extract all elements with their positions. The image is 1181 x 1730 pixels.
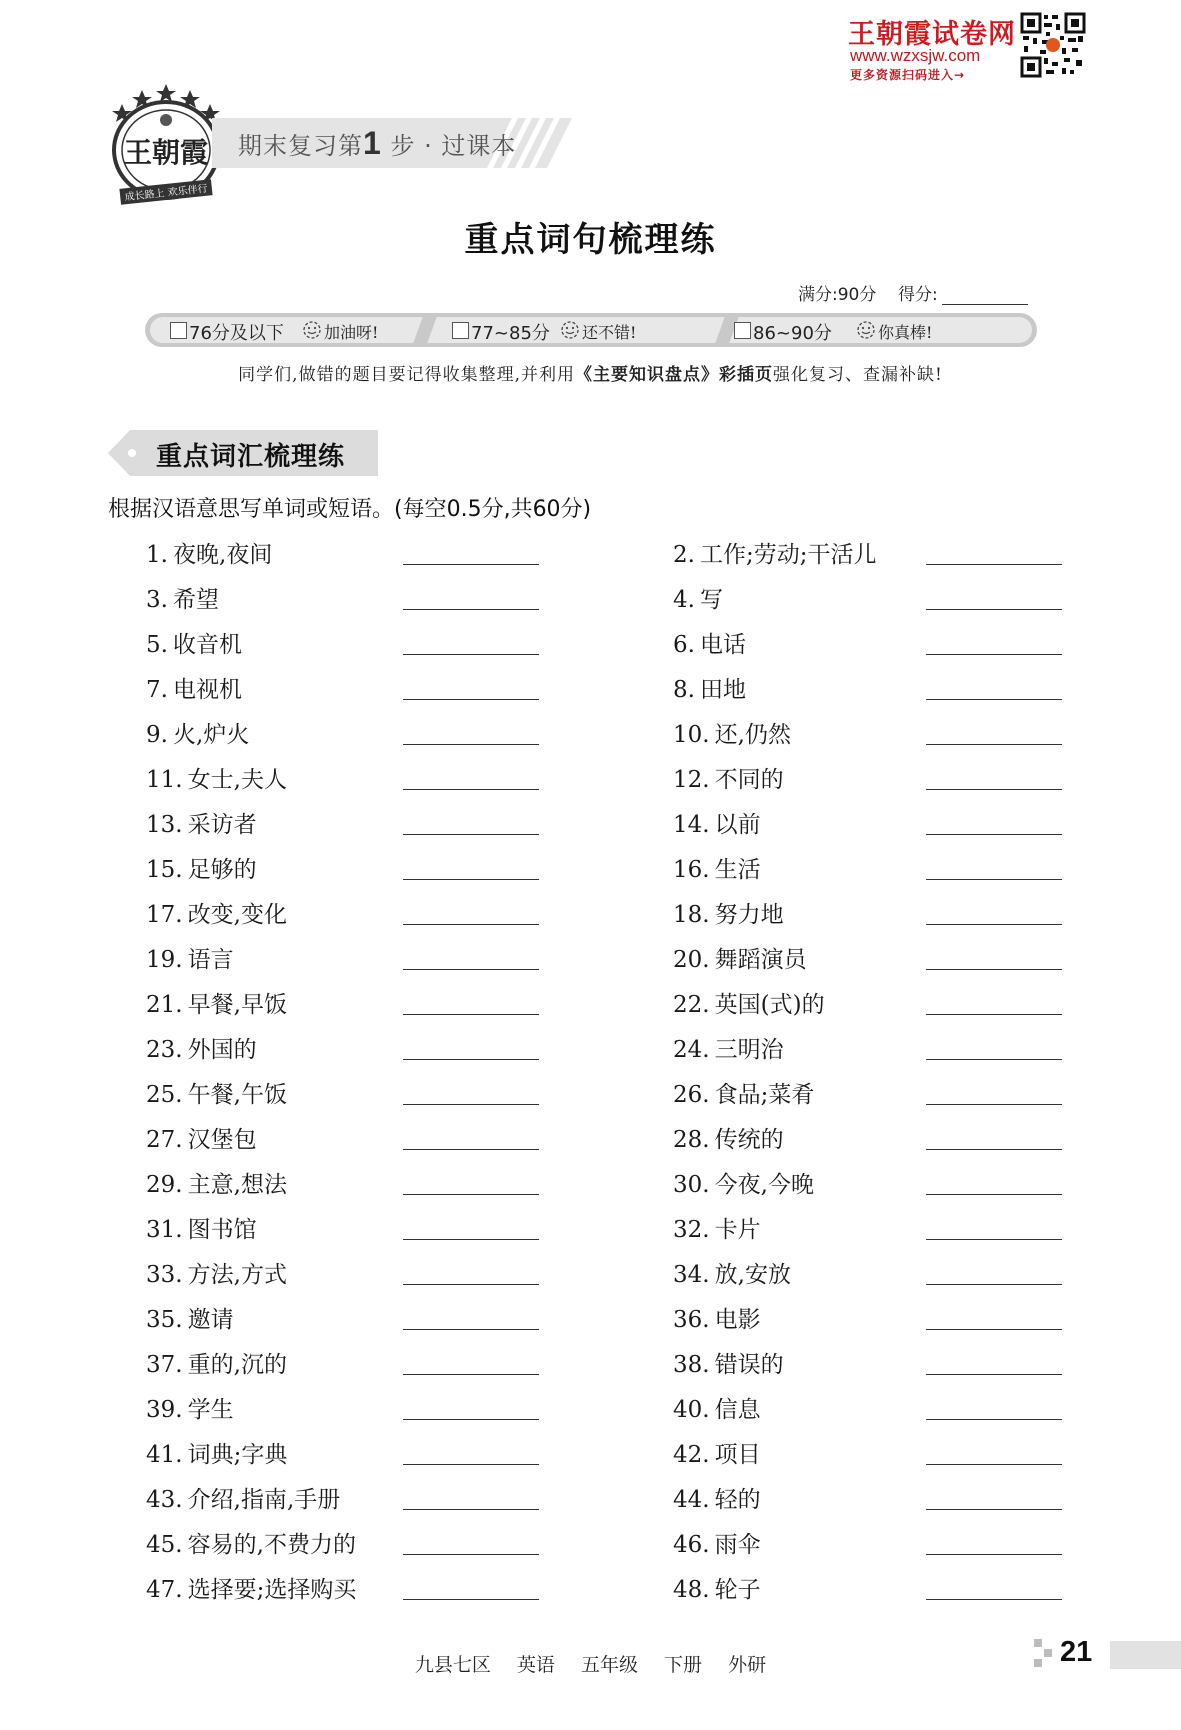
vocab-item [146,1076,546,1116]
vocab-item [146,671,546,711]
vocab-item-meaning: 改变,变化 [187,902,287,928]
smiley-icon [560,320,580,340]
footer-edition: 外研 [728,1654,767,1676]
answer-blank[interactable] [926,1059,1062,1060]
vocab-item [673,1076,1073,1116]
vocab-item-meaning: 外国的 [187,1037,257,1063]
vocab-item-meaning: 不同的 [714,767,784,793]
rating-cheer: 你真棒! [878,323,933,342]
vocab-item [673,1571,1073,1611]
full-score: 满分:90分 [798,285,877,305]
vocab-item-number: 32. [673,1217,710,1243]
answer-blank[interactable] [926,1329,1062,1330]
answer-blank[interactable] [926,879,1062,880]
vocab-item [146,1301,546,1341]
vocab-item [673,626,1073,666]
vocab-item [673,1256,1073,1296]
vocab-item [673,581,1073,621]
vocab-item-number: 29. [146,1172,183,1198]
vocab-item-meaning: 学生 [187,1397,234,1423]
vocab-item-number: 35. [146,1307,183,1333]
vocab-item-meaning: 午餐,午饭 [187,1082,287,1108]
vocab-item-number: 16. [673,857,710,883]
vocab-item [146,626,546,666]
vocab-item-number: 10. [673,722,710,748]
vocab-item [146,1391,546,1431]
footer-info [0,1650,1181,1677]
vocab-item-number: 46. [673,1532,710,1558]
answer-blank[interactable] [926,1464,1062,1465]
rating-checkbox[interactable] [452,322,469,339]
footer-volume: 下册 [664,1654,703,1676]
footer-grade: 五年级 [580,1654,638,1676]
vocab-item-meaning: 卡片 [714,1217,761,1243]
vocab-item-number: 37. [146,1352,183,1378]
vocab-item-number: 7. [146,677,168,703]
vocab-item-number: 25. [146,1082,183,1108]
answer-blank[interactable] [926,1419,1062,1420]
answer-blank[interactable] [403,1194,539,1195]
vocab-item [673,716,1073,756]
answer-blank[interactable] [403,744,539,745]
vocab-item-meaning: 汉堡包 [187,1127,257,1153]
answer-blank[interactable] [926,1239,1062,1240]
vocab-item [673,896,1073,936]
vocab-item [146,1256,546,1296]
vocab-item-number: 3. [146,587,168,613]
page-title: 重点词句梳理练 [464,220,717,260]
answer-blank[interactable] [403,1284,539,1285]
vocab-item-meaning: 还,仍然 [714,722,791,748]
vocab-item-number: 13. [146,812,183,838]
rating-range: 86~90分 [753,323,832,344]
vocab-item-number: 33. [146,1262,183,1288]
vocab-item [673,1391,1073,1431]
answer-blank[interactable] [403,1149,539,1150]
vocab-item-meaning: 生活 [714,857,761,883]
answer-blank[interactable] [926,924,1062,925]
answer-blank[interactable] [403,1014,539,1015]
vocab-item-meaning: 错误的 [714,1352,784,1378]
answer-blank[interactable] [403,564,539,565]
vocab-item [146,1031,546,1071]
vocab-item-meaning: 语言 [187,947,234,973]
section-title: 重点词汇梳理练 [156,442,346,472]
qr-code-icon[interactable] [1020,12,1086,78]
vocab-item [146,1121,546,1161]
rating-option[interactable] [150,317,444,343]
answer-blank[interactable] [926,1599,1062,1600]
vocab-item-meaning: 方法,方式 [187,1262,287,1288]
vocab-item [673,1481,1073,1521]
brand-url[interactable]: www.wzxsjw.com [850,46,981,65]
vocab-item [146,806,546,846]
vocab-item-number: 41. [146,1442,183,1468]
vocab-item [673,671,1073,711]
footer-region: 九县七区 [414,1654,491,1676]
answer-blank[interactable] [403,1554,539,1555]
vocab-item [146,851,546,891]
vocab-item-meaning: 选择要;选择购买 [187,1577,357,1603]
rating-checkbox[interactable] [170,322,187,339]
vocab-item-number: 23. [146,1037,183,1063]
vocab-item [146,761,546,801]
banner-title: 期末复习第1 步 · 过课本 [238,125,517,161]
answer-blank[interactable] [926,789,1062,790]
vocab-item [673,1346,1073,1386]
vocab-item [673,1211,1073,1251]
vocab-item [146,896,546,936]
vocab-item-meaning: 重的,沉的 [187,1352,287,1378]
vocab-item-number: 40. [673,1397,710,1423]
vocab-item-meaning: 轻的 [714,1487,761,1513]
vocab-item-meaning: 以前 [714,812,761,838]
vocab-item-meaning: 女士,夫人 [187,767,287,793]
vocab-item-number: 28. [673,1127,710,1153]
vocab-item [673,851,1073,891]
vocab-item [673,761,1073,801]
vocab-item-meaning: 电话 [700,632,747,658]
vocab-item-number: 5. [146,632,168,658]
answer-blank[interactable] [403,654,539,655]
rating-range: 77~85分 [471,323,550,344]
answer-blank[interactable] [403,1464,539,1465]
page-number-box [1030,1635,1181,1673]
vocab-item-meaning: 田地 [700,677,747,703]
vocab-item-number: 20. [673,947,710,973]
vocab-item [673,941,1073,981]
vocab-item-number: 42. [673,1442,710,1468]
section-heading [108,430,378,476]
vocab-item-number: 44. [673,1487,710,1513]
answer-blank[interactable] [403,1509,539,1510]
vocab-item-meaning: 采访者 [187,812,257,838]
vocab-item-meaning: 食品;菜肴 [714,1082,815,1108]
vocab-item [146,1436,546,1476]
vocab-item-meaning: 介绍,指南,手册 [187,1487,341,1513]
brand-header [848,6,1084,82]
vocab-item-number: 24. [673,1037,710,1063]
answer-blank[interactable] [403,609,539,610]
vocab-item-number: 38. [673,1352,710,1378]
vocab-item [673,1121,1073,1161]
answer-blank[interactable] [403,834,539,835]
score-blank[interactable] [942,288,1028,305]
vocab-item-number: 18. [673,902,710,928]
answer-blank[interactable] [926,1194,1062,1195]
vocab-item-meaning: 邀请 [187,1307,234,1333]
vocab-item [673,1166,1073,1206]
page-number: 21 [1060,1636,1093,1668]
rating-checkbox[interactable] [734,322,751,339]
score-label: 得分: [897,285,938,305]
vocab-item-meaning: 信息 [714,1397,761,1423]
answer-blank[interactable] [926,609,1062,610]
vocab-item-number: 36. [673,1307,710,1333]
vocab-item [146,1211,546,1251]
score-line [798,280,1028,305]
vocab-item [146,941,546,981]
svg-text:成长路上 欢乐伴行: 成长路上 欢乐伴行 [124,183,209,204]
vocab-item-meaning: 今夜,今晚 [714,1172,814,1198]
answer-blank[interactable] [926,564,1062,565]
vocab-item-number: 26. [673,1082,710,1108]
vocab-item [146,581,546,621]
vocab-item-meaning: 英国(式)的 [714,992,825,1018]
vocab-item-number: 31. [146,1217,183,1243]
brand-scan-text: 更多资源扫码进入→ [850,68,966,82]
answer-blank[interactable] [926,1014,1062,1015]
vocab-item-number: 2. [673,542,695,568]
vocab-item-meaning: 夜晚,夜间 [173,542,273,568]
header-banner [212,118,572,168]
footer-subject: 英语 [516,1654,555,1676]
vocab-item-meaning: 传统的 [714,1127,784,1153]
vocab-item [673,1436,1073,1476]
vocab-item-number: 15. [146,857,183,883]
vocab-item [673,1526,1073,1566]
vocab-item-number: 30. [673,1172,710,1198]
smiley-icon [856,320,876,340]
vocab-item-meaning: 收音机 [173,632,243,658]
vocab-item-meaning: 电视机 [173,677,243,703]
answer-blank[interactable] [926,1554,1062,1555]
rating-cheer: 还不错! [582,323,637,342]
vocab-item-number: 48. [673,1577,710,1603]
vocab-item [146,1166,546,1206]
vocab-item [146,536,546,576]
self-rating-bar [145,313,1037,347]
answer-blank[interactable] [403,879,539,880]
notice-text: 同学们,做错的题目要记得收集整理,并利用《主要知识盘点》彩插页强化复习、查漏补缺! [238,365,943,385]
vocab-item-meaning: 早餐,早饭 [187,992,287,1018]
vocab-item-meaning: 努力地 [714,902,784,928]
vocab-item [146,1571,546,1611]
answer-blank[interactable] [403,924,539,925]
vocab-item-meaning: 词典;字典 [187,1442,288,1468]
vocab-item [673,1031,1073,1071]
answer-blank[interactable] [926,654,1062,655]
answer-blank[interactable] [926,744,1062,745]
rating-range: 76分及以下 [189,323,284,344]
rating-option[interactable] [734,317,1032,343]
vocab-item-number: 17. [146,902,183,928]
vocab-item-meaning: 放,安放 [714,1262,791,1288]
brand-name: 王朝霞试卷网 [848,19,1016,50]
vocab-item-number: 19. [146,947,183,973]
vocab-item-meaning: 足够的 [187,857,257,883]
vocab-item-number: 21. [146,992,183,1018]
answer-blank[interactable] [926,1509,1062,1510]
logo-badge [108,78,224,208]
instruction-text: 根据汉语意思写单词或短语。(每空0.5分,共60分) [108,497,592,522]
vocab-item-number: 9. [146,722,168,748]
vocab-item-number: 39. [146,1397,183,1423]
vocab-item-number: 14. [673,812,710,838]
vocab-item-meaning: 三明治 [714,1037,784,1063]
vocab-item [673,536,1073,576]
vocab-item-meaning: 舞蹈演员 [714,947,807,973]
vocab-item-meaning: 主意,想法 [187,1172,287,1198]
vocab-item-number: 1. [146,542,168,568]
rating-option[interactable] [432,317,726,343]
vocab-item-number: 11. [146,767,183,793]
vocab-item-number: 6. [673,632,695,658]
vocab-item-meaning: 项目 [714,1442,761,1468]
vocab-item-number: 8. [673,677,695,703]
answer-blank[interactable] [926,1104,1062,1105]
vocab-item-number: 45. [146,1532,183,1558]
vocab-item [146,716,546,756]
answer-blank[interactable] [403,1104,539,1105]
vocab-item-meaning: 轮子 [714,1577,761,1603]
vocab-item-meaning: 工作;劳动;干活儿 [700,542,877,568]
vocab-item-meaning: 雨伞 [714,1532,761,1558]
vocab-item [146,1526,546,1566]
vocab-item-meaning: 写 [700,587,724,613]
answer-blank[interactable] [926,969,1062,970]
vocab-item [673,1301,1073,1341]
answer-blank[interactable] [403,699,539,700]
answer-blank[interactable] [403,1374,539,1375]
answer-blank[interactable] [926,834,1062,835]
svg-text:王朝霞: 王朝霞 [123,136,209,169]
answer-blank[interactable] [403,1059,539,1060]
vocab-item-meaning: 电影 [714,1307,761,1333]
answer-blank[interactable] [926,699,1062,700]
answer-blank[interactable] [403,1329,539,1330]
vocab-item [673,986,1073,1026]
answer-blank[interactable] [926,1149,1062,1150]
vocab-item [146,986,546,1026]
vocab-item-meaning: 火,炉火 [173,722,250,748]
smiley-icon [302,320,322,340]
vocab-item-number: 22. [673,992,710,1018]
answer-blank[interactable] [403,789,539,790]
answer-blank[interactable] [926,1284,1062,1285]
answer-blank[interactable] [926,1374,1062,1375]
vocab-item-number: 4. [673,587,695,613]
vocab-item-number: 34. [673,1262,710,1288]
rating-cheer: 加油呀! [324,323,379,342]
vocab-item [146,1346,546,1386]
vocab-item-number: 12. [673,767,710,793]
vocab-item [146,1481,546,1521]
answer-blank[interactable] [403,1239,539,1240]
vocab-item-meaning: 容易的,不费力的 [187,1532,356,1558]
answer-blank[interactable] [403,1599,539,1600]
vocab-item [673,806,1073,846]
answer-blank[interactable] [403,969,539,970]
vocab-item-number: 27. [146,1127,183,1153]
answer-blank[interactable] [403,1419,539,1420]
vocab-item-meaning: 图书馆 [187,1217,257,1243]
vocab-item-meaning: 希望 [173,587,220,613]
vocab-item-number: 43. [146,1487,183,1513]
vocab-item-number: 47. [146,1577,183,1603]
